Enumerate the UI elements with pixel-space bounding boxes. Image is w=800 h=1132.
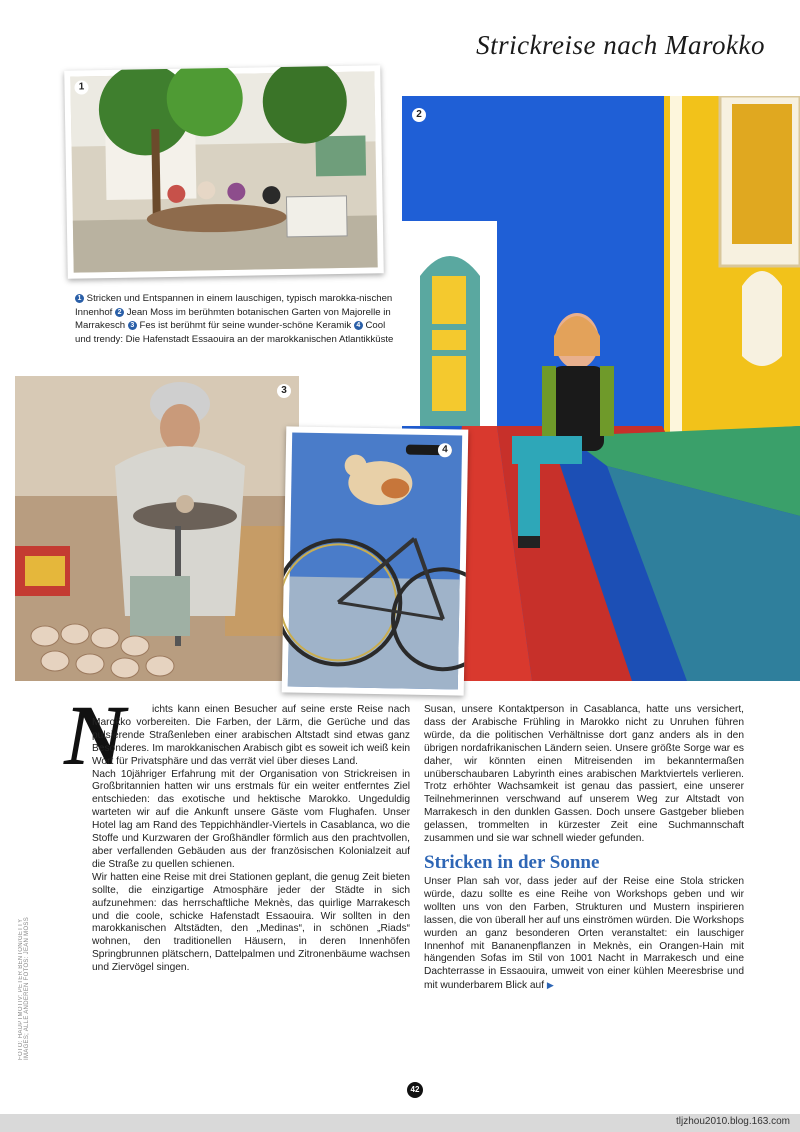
- left-paragraph-3: Wir hatten eine Reise mit drei Stationen geplant, die genug Zeit bieten sollte, die einzigartige Atmosphäre jeder der Städte in sich aufzunehmen: das herrschaftliche Meknès, das quirlige Marrakesch und die coole, schicke Hafenstadt Essaouira. Wir sollten in den marokkanischen Altstädten, den „Medinas“, in schönen „Riads“ wohnen, den traditionellen Häusern, in deren Innenhöfen Springbrunnen plätschern, Dattelpalmen und Zitronenbäume wachsen und Ziervögel singen.: [92, 871, 410, 974]
- caption-text-4: Cool und trendy: Die Hafenstadt Essaouira an der marokkanischen Atlantikküste: [75, 320, 394, 345]
- caption-text-3: Fes ist berühmt für seine wunder-schöne Keramik: [139, 320, 352, 331]
- left-paragraph-2: Nach 10jähriger Erfahrung mit der Organisation von Strickreisen in Großbritannien hatten wir uns erstmals für ein weiter entferntes Ziel entschieden: das exotische und hektische Marokko. Ungeduldig warteten wir auf die Ankunft unsere Gäste vom Flughafen. Unser Hotel lag am Rand des Teppichhändler-Viertels in Casablanca, wo die Stoffe und Kurzwaren der Großhändler förmlich aus den prachtvollen, aber verfallenden Gebäuden aus der französischen Kolonialzeit auf die Straße zu quellen schienen.: [92, 768, 410, 870]
- right-paragraph-2: [424, 876, 744, 993]
- bicycle-illustration: [282, 426, 469, 695]
- right-paragraph-1: Susan, unsere Kontaktperson in Casablanca, hatte uns versichert, dass der Arabische Frühling in Marokko nicht zu Unruhen führen würde, da die politischen Verhältnisse dort ganz anders als in den übrigen nordafrikanischen Ländern seien. Unsere größte Sorge war es daher, wir könnten einen Mitreisenden im bekanntermaßen unüberschaubaren Labyrinth eines arabischen Marktviertels verlieren. Trotz erhöhter Wachsamkeit ist genau das passiert, eine unserer Teilnehmerinnen verschwand auf unserem Weg zur Altstadt von Marrakesch in den dunklen Gassen. Doch unsere Gastgeber blieben gelassen, trommelten in kürzester Zeit eine Suchmannschaft zusammen und sie war schnell wieder gefunden.: [424, 704, 744, 845]
- photo-pottery: [15, 376, 299, 681]
- article-right-column: [424, 704, 744, 993]
- photo-number-2: 2: [412, 108, 426, 122]
- pottery-illustration: [15, 376, 299, 681]
- footer-watermark: tljzhou2010.blog.163.com: [676, 1116, 790, 1127]
- photo-credit: FOTO: HAUPTMOTIV: PETER BENTON/GETTY IMAGES; ALLE ANDEREN FOTOS: JEAN MOSS: [18, 916, 30, 1060]
- continue-arrow-icon: ▶: [546, 980, 554, 991]
- photo-caption: [75, 292, 395, 346]
- page-number: 42: [407, 1082, 423, 1098]
- caption-text-1: Stricken und Entspannen in einem lauschigen, typisch marokka-nischen Innenhof: [75, 293, 393, 318]
- photo-number-4: 4: [438, 443, 452, 457]
- right-paragraph-2-text: Unser Plan sah vor, dass jeder auf der Reise eine Stola stricken würde, dazu sollte es eine Reihe von Workshops geben und wir wollten uns von den Farben, Strukturen und Mustern inspirieren lassen, die von überall her auf uns einströmen würden. Die Workshops wurden an ganz besonderen Orten veranstaltet: ein lauschiger Innenhof mit Bananenpflanzen in Meknès, ein Orangen-Hain mit hängenden Sofas im Stil von 1001 Nacht in Marrakesch und eine Dachterrasse in Essaouira, umweit von einer kühlen Meeresbrise und mit wunderbarem Blick auf: [424, 875, 744, 992]
- photo-courtyard: [64, 65, 384, 278]
- photo-number-3: 3: [277, 384, 291, 398]
- caption-bullet-2: 2: [115, 308, 124, 317]
- courtyard-illustration: [64, 65, 384, 278]
- article-left-column: [92, 704, 410, 975]
- photo-bicycle: [282, 426, 469, 695]
- drop-cap: N: [64, 687, 127, 783]
- left-paragraph-1: ichts kann einen Besucher auf seine erste Reise nach Marokko vorbereiten. Die Farben, der Lärm, die Gerüche und das pulsierende Straßenleben einer arabischen Altstadt sind etwas ganz Besonderes. Im marokkanischen Arabisch gibt es soweit ich weiß kein Wort für Privatsphäre und das verrät viel über dieses Land.: [92, 704, 410, 767]
- photo-number-1: 1: [74, 80, 88, 94]
- footer-bar: [0, 1114, 800, 1132]
- caption-text-2: Jean Moss im berühmten botanischen Garten von Majorelle in Marrakesch: [75, 306, 391, 331]
- caption-bullet-1: 1: [75, 294, 84, 303]
- section-subheading: Stricken in der Sonne: [424, 851, 600, 873]
- caption-bullet-4: 4: [354, 321, 363, 330]
- caption-bullet-3: 3: [128, 321, 137, 330]
- page-headline: Strickreise nach Marokko: [476, 30, 765, 60]
